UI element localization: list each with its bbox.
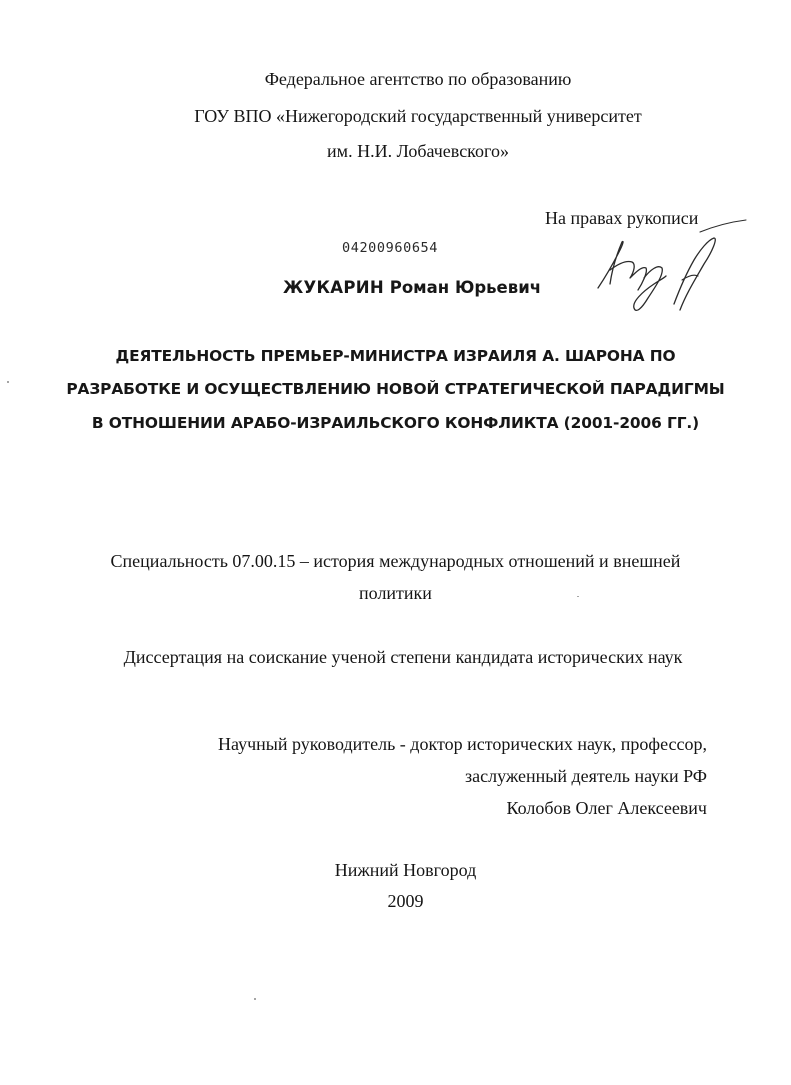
- year: 2009: [387, 891, 424, 911]
- dissertation-title-line-1: ДЕЯТЕЛЬНОСТЬ ПРЕМЬЕР-МИНИСТРА ИЗРАИЛЯ А. ШАРОНА ПО: [115, 347, 676, 365]
- signature-stroke-4: [674, 238, 715, 310]
- author-surname: ЖУКАРИН: [283, 278, 384, 297]
- specialty-line-2: политики: [359, 583, 432, 603]
- author-given-names: Роман Юрьевич: [389, 278, 542, 297]
- scan-speck: [577, 596, 579, 597]
- author-name: [283, 278, 541, 297]
- agency-line: Федеральное агентство по образованию: [264, 69, 572, 89]
- supervisor-line-2: заслуженный деятель науки РФ: [465, 766, 707, 786]
- scan-speck: [7, 381, 9, 383]
- scan-speck: [254, 998, 256, 1000]
- place: Нижний Новгород: [334, 860, 477, 880]
- manuscript-rights: На правах рукописи: [545, 208, 699, 228]
- dissertation-title-line-2: РАЗРАБОТКЕ И ОСУЩЕСТВЛЕНИЮ НОВОЙ СТРАТЕГИЧЕСКОЙ ПАРАДИГМЫ: [66, 380, 725, 398]
- university-line-2: им. Н.И. Лобачевского»: [327, 141, 509, 161]
- supervisor-name: Колобов Олег Алексеевич: [506, 798, 707, 818]
- signature-stroke-2: [610, 261, 646, 290]
- author-signature: [590, 218, 750, 323]
- specialty-line-1: Специальность 07.00.15 – история международных отношений и внешней: [110, 551, 681, 571]
- supervisor-line-1: Научный руководитель - доктор исторических наук, профессор,: [218, 734, 707, 754]
- registry-number: 04200960654: [342, 240, 439, 256]
- signature-stroke-top: [700, 220, 746, 232]
- dissertation-title-line-3: В ОТНОШЕНИИ АРАБО-ИЗРАИЛЬСКОГО КОНФЛИКТА (2001-2006 ГГ.): [91, 414, 700, 432]
- degree-statement: Диссертация на соискание ученой степени кандидата исторических наук: [123, 647, 683, 667]
- university-line-1: ГОУ ВПО «Нижегородский государственный университет: [194, 106, 642, 126]
